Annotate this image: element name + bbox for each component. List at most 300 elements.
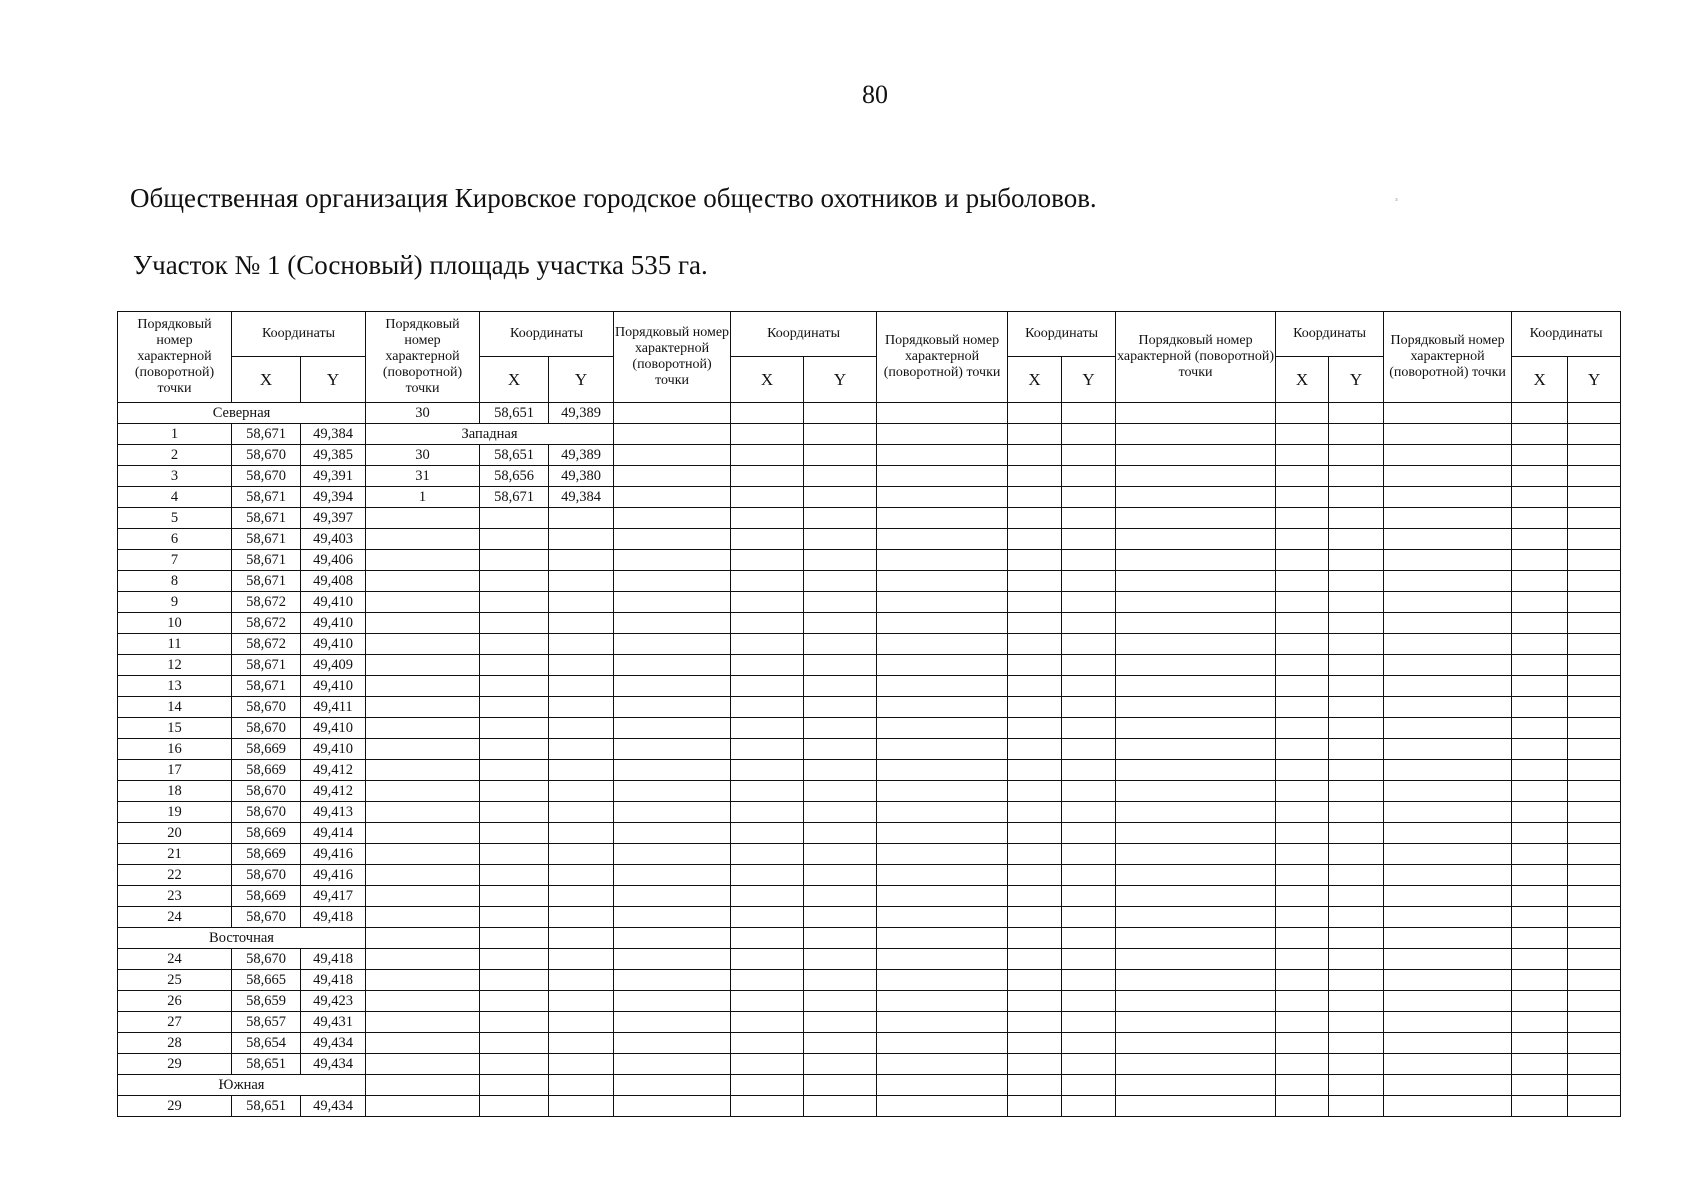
empty-cell <box>1512 823 1568 844</box>
coord-y: 49,413 <box>301 802 366 823</box>
table-row <box>118 1012 1621 1033</box>
empty-cell <box>1512 1012 1568 1033</box>
coord-x: 58,651 <box>232 1054 301 1075</box>
empty-cell <box>1116 550 1276 571</box>
header-coordinates: Координаты <box>232 312 366 357</box>
empty-cell <box>1512 718 1568 739</box>
empty-cell <box>549 907 614 928</box>
empty-cell <box>877 445 1008 466</box>
empty-cell <box>731 613 804 634</box>
coord-y: 49,389 <box>549 445 614 466</box>
empty-cell <box>1276 403 1329 424</box>
empty-cell <box>1116 802 1276 823</box>
empty-cell <box>1329 466 1384 487</box>
empty-cell <box>1568 886 1621 907</box>
point-number: 16 <box>118 739 232 760</box>
empty-cell <box>731 1096 804 1117</box>
coord-y: 49,385 <box>301 445 366 466</box>
empty-cell <box>804 676 877 697</box>
empty-cell <box>1008 886 1062 907</box>
empty-cell <box>877 697 1008 718</box>
empty-cell <box>1568 445 1621 466</box>
coord-y: 49,397 <box>301 508 366 529</box>
empty-cell <box>549 739 614 760</box>
point-number: 10 <box>118 613 232 634</box>
empty-cell <box>1329 1012 1384 1033</box>
empty-cell <box>549 697 614 718</box>
empty-cell <box>1512 676 1568 697</box>
empty-cell <box>614 949 731 970</box>
empty-cell <box>804 487 877 508</box>
empty-cell <box>804 781 877 802</box>
empty-cell <box>1116 403 1276 424</box>
empty-cell <box>1568 1033 1621 1054</box>
header-y: Y <box>549 357 614 403</box>
empty-cell <box>804 571 877 592</box>
empty-cell <box>1512 802 1568 823</box>
empty-cell <box>1329 655 1384 676</box>
empty-cell <box>614 487 731 508</box>
point-number: 6 <box>118 529 232 550</box>
empty-cell <box>1512 403 1568 424</box>
coord-y: 49,434 <box>301 1054 366 1075</box>
empty-cell <box>1008 1075 1062 1096</box>
empty-cell <box>1276 613 1329 634</box>
empty-cell <box>877 634 1008 655</box>
empty-cell <box>1329 550 1384 571</box>
coord-y: 49,417 <box>301 886 366 907</box>
empty-cell <box>877 991 1008 1012</box>
point-number: 19 <box>118 802 232 823</box>
empty-cell <box>366 550 480 571</box>
empty-cell <box>731 571 804 592</box>
coord-x: 58,671 <box>480 487 549 508</box>
empty-cell <box>366 1054 480 1075</box>
empty-cell <box>480 676 549 697</box>
table-row <box>118 991 1621 1012</box>
empty-cell <box>1384 613 1512 634</box>
empty-cell <box>1008 760 1062 781</box>
coord-y: 49,384 <box>301 424 366 445</box>
empty-cell <box>1008 844 1062 865</box>
empty-cell <box>549 844 614 865</box>
coord-x: 58,670 <box>232 445 301 466</box>
header-point-number: Порядковый номер характерной (поворотной) точки <box>1116 312 1276 403</box>
point-number: 25 <box>118 970 232 991</box>
empty-cell <box>1062 865 1116 886</box>
empty-cell <box>1276 970 1329 991</box>
point-number: 26 <box>118 991 232 1012</box>
empty-cell <box>1276 424 1329 445</box>
empty-cell <box>1384 1054 1512 1075</box>
empty-cell <box>1329 886 1384 907</box>
empty-cell <box>1329 760 1384 781</box>
empty-cell <box>1384 592 1512 613</box>
empty-cell <box>549 991 614 1012</box>
empty-cell <box>1276 865 1329 886</box>
empty-cell <box>614 445 731 466</box>
empty-cell <box>731 865 804 886</box>
empty-cell <box>1062 1096 1116 1117</box>
empty-cell <box>366 697 480 718</box>
table-row <box>118 781 1621 802</box>
empty-cell <box>731 529 804 550</box>
empty-cell <box>549 634 614 655</box>
empty-cell <box>1384 802 1512 823</box>
empty-cell <box>731 697 804 718</box>
section-label: Южная <box>118 1075 366 1096</box>
empty-cell <box>366 739 480 760</box>
table-row <box>118 487 1621 508</box>
empty-cell <box>1276 1075 1329 1096</box>
empty-cell <box>877 592 1008 613</box>
empty-cell <box>366 1075 480 1096</box>
empty-cell <box>1512 529 1568 550</box>
empty-cell <box>1329 676 1384 697</box>
table-row <box>118 424 1621 445</box>
empty-cell <box>614 466 731 487</box>
empty-cell <box>1568 802 1621 823</box>
empty-cell <box>614 970 731 991</box>
empty-cell <box>1276 571 1329 592</box>
coord-x: 58,670 <box>232 865 301 886</box>
empty-cell <box>366 928 480 949</box>
empty-cell <box>877 781 1008 802</box>
empty-cell <box>1062 1012 1116 1033</box>
empty-cell <box>480 1054 549 1075</box>
empty-cell <box>1568 760 1621 781</box>
empty-cell <box>877 802 1008 823</box>
empty-cell <box>480 592 549 613</box>
empty-cell <box>804 466 877 487</box>
empty-cell <box>1329 529 1384 550</box>
empty-cell <box>1568 466 1621 487</box>
empty-cell <box>1062 991 1116 1012</box>
empty-cell <box>1384 1075 1512 1096</box>
empty-cell <box>1116 445 1276 466</box>
empty-cell <box>1568 739 1621 760</box>
empty-cell <box>1329 1054 1384 1075</box>
empty-cell <box>804 886 877 907</box>
empty-cell <box>1116 928 1276 949</box>
point-number: 14 <box>118 697 232 718</box>
empty-cell <box>877 823 1008 844</box>
empty-cell <box>804 613 877 634</box>
empty-cell <box>549 571 614 592</box>
empty-cell <box>614 508 731 529</box>
empty-cell <box>480 1033 549 1054</box>
empty-cell <box>1276 823 1329 844</box>
empty-cell <box>804 760 877 781</box>
empty-cell <box>1329 718 1384 739</box>
empty-cell <box>480 823 549 844</box>
coord-x: 58,669 <box>232 823 301 844</box>
empty-cell <box>614 550 731 571</box>
table-row <box>118 907 1621 928</box>
coord-x: 58,671 <box>232 487 301 508</box>
coord-x: 58,670 <box>232 781 301 802</box>
empty-cell <box>1512 781 1568 802</box>
empty-cell <box>1116 592 1276 613</box>
empty-cell <box>1512 907 1568 928</box>
empty-cell <box>480 1075 549 1096</box>
empty-cell <box>1062 634 1116 655</box>
empty-cell <box>1116 991 1276 1012</box>
empty-cell <box>877 550 1008 571</box>
empty-cell <box>366 949 480 970</box>
empty-cell <box>1568 1054 1621 1075</box>
empty-cell <box>1276 802 1329 823</box>
empty-cell <box>1276 1033 1329 1054</box>
empty-cell <box>1116 970 1276 991</box>
empty-cell <box>480 697 549 718</box>
empty-cell <box>804 844 877 865</box>
empty-cell <box>366 634 480 655</box>
header-point-number: Порядковый номер характерной (поворотной) точки <box>366 312 480 403</box>
empty-cell <box>1116 1033 1276 1054</box>
empty-cell <box>549 781 614 802</box>
coord-y: 49,384 <box>549 487 614 508</box>
coord-y: 49,410 <box>301 613 366 634</box>
coord-y: 49,380 <box>549 466 614 487</box>
coord-y: 49,410 <box>301 634 366 655</box>
empty-cell <box>1512 949 1568 970</box>
empty-cell <box>1116 676 1276 697</box>
empty-cell <box>1329 991 1384 1012</box>
empty-cell <box>731 592 804 613</box>
empty-cell <box>1008 445 1062 466</box>
empty-cell <box>1276 991 1329 1012</box>
table-row <box>118 1054 1621 1075</box>
empty-cell <box>731 949 804 970</box>
coord-y: 49,423 <box>301 991 366 1012</box>
empty-cell <box>1568 1075 1621 1096</box>
coord-y: 49,418 <box>301 907 366 928</box>
empty-cell <box>731 1054 804 1075</box>
coord-x: 58,670 <box>232 907 301 928</box>
coord-x: 58,671 <box>232 676 301 697</box>
empty-cell <box>1384 865 1512 886</box>
empty-cell <box>1568 487 1621 508</box>
empty-cell <box>731 487 804 508</box>
empty-cell <box>804 1012 877 1033</box>
empty-cell <box>1384 907 1512 928</box>
coord-y: 49,411 <box>301 697 366 718</box>
empty-cell <box>1384 676 1512 697</box>
empty-cell <box>1384 970 1512 991</box>
empty-cell <box>549 1054 614 1075</box>
coord-y: 49,410 <box>301 739 366 760</box>
empty-cell <box>480 529 549 550</box>
empty-cell <box>1384 1033 1512 1054</box>
empty-cell <box>1276 634 1329 655</box>
section-label: Северная <box>118 403 366 424</box>
coord-x: 58,651 <box>480 403 549 424</box>
empty-cell <box>480 928 549 949</box>
empty-cell <box>1329 739 1384 760</box>
coord-y: 49,410 <box>301 676 366 697</box>
empty-cell <box>1062 403 1116 424</box>
empty-cell <box>366 823 480 844</box>
scan-artifact-mark: ᶟ <box>1395 195 1398 207</box>
empty-cell <box>1062 697 1116 718</box>
empty-cell <box>1568 592 1621 613</box>
empty-cell <box>1512 655 1568 676</box>
empty-cell <box>1276 592 1329 613</box>
empty-cell <box>614 781 731 802</box>
empty-cell <box>549 718 614 739</box>
empty-cell <box>480 1012 549 1033</box>
empty-cell <box>1329 508 1384 529</box>
point-number: 13 <box>118 676 232 697</box>
empty-cell <box>614 1075 731 1096</box>
empty-cell <box>804 718 877 739</box>
empty-cell <box>731 1012 804 1033</box>
empty-cell <box>1384 1012 1512 1033</box>
empty-cell <box>1276 1012 1329 1033</box>
table-row <box>118 1096 1621 1117</box>
point-number: 29 <box>118 1096 232 1117</box>
empty-cell <box>1008 970 1062 991</box>
empty-cell <box>1568 928 1621 949</box>
coord-y: 49,416 <box>301 844 366 865</box>
empty-cell <box>366 781 480 802</box>
empty-cell <box>1568 865 1621 886</box>
empty-cell <box>877 655 1008 676</box>
empty-cell <box>1568 676 1621 697</box>
empty-cell <box>1512 613 1568 634</box>
empty-cell <box>1008 571 1062 592</box>
page-number: 80 <box>862 80 888 109</box>
empty-cell <box>614 886 731 907</box>
coord-y: 49,406 <box>301 550 366 571</box>
empty-cell <box>366 508 480 529</box>
empty-cell <box>1512 928 1568 949</box>
empty-cell <box>804 550 877 571</box>
empty-cell <box>1384 508 1512 529</box>
empty-cell <box>480 550 549 571</box>
table-row <box>118 928 1621 949</box>
empty-cell <box>1329 697 1384 718</box>
empty-cell <box>1008 613 1062 634</box>
empty-cell <box>366 844 480 865</box>
empty-cell <box>549 928 614 949</box>
point-number: 4 <box>118 487 232 508</box>
empty-cell <box>549 865 614 886</box>
empty-cell <box>1568 844 1621 865</box>
empty-cell <box>877 403 1008 424</box>
empty-cell <box>804 991 877 1012</box>
empty-cell <box>1276 928 1329 949</box>
point-number: 24 <box>118 949 232 970</box>
empty-cell <box>1008 1096 1062 1117</box>
table-row <box>118 1075 1621 1096</box>
point-number: 20 <box>118 823 232 844</box>
coord-x: 58,671 <box>232 529 301 550</box>
empty-cell <box>549 760 614 781</box>
empty-cell <box>877 739 1008 760</box>
empty-cell <box>1384 928 1512 949</box>
coord-y: 49,389 <box>549 403 614 424</box>
empty-cell <box>804 445 877 466</box>
header-coordinates: Координаты <box>1008 312 1116 357</box>
empty-cell <box>1116 508 1276 529</box>
empty-cell <box>731 424 804 445</box>
empty-cell <box>1062 823 1116 844</box>
empty-cell <box>731 739 804 760</box>
empty-cell <box>1384 550 1512 571</box>
empty-cell <box>804 949 877 970</box>
empty-cell <box>1008 1033 1062 1054</box>
empty-cell <box>614 907 731 928</box>
empty-cell <box>549 886 614 907</box>
point-number: 31 <box>366 466 480 487</box>
empty-cell <box>1116 781 1276 802</box>
empty-cell <box>731 634 804 655</box>
empty-cell <box>1116 949 1276 970</box>
empty-cell <box>731 802 804 823</box>
point-number: 24 <box>118 907 232 928</box>
empty-cell <box>1008 634 1062 655</box>
table-row <box>118 823 1621 844</box>
empty-cell <box>1329 1075 1384 1096</box>
empty-cell <box>1062 1054 1116 1075</box>
empty-cell <box>877 928 1008 949</box>
empty-cell <box>1512 571 1568 592</box>
table-row <box>118 634 1621 655</box>
coord-y: 49,416 <box>301 865 366 886</box>
header-y: Y <box>1062 357 1116 403</box>
empty-cell <box>877 1033 1008 1054</box>
table-row <box>118 949 1621 970</box>
empty-cell <box>1568 529 1621 550</box>
empty-cell <box>1062 655 1116 676</box>
empty-cell <box>1062 928 1116 949</box>
empty-cell <box>1512 970 1568 991</box>
empty-cell <box>1512 508 1568 529</box>
empty-cell <box>731 1033 804 1054</box>
empty-cell <box>1116 718 1276 739</box>
point-number: 30 <box>366 403 480 424</box>
empty-cell <box>1329 844 1384 865</box>
empty-cell <box>549 949 614 970</box>
empty-cell <box>366 571 480 592</box>
table-row <box>118 529 1621 550</box>
empty-cell <box>614 928 731 949</box>
empty-cell <box>731 886 804 907</box>
point-number: 5 <box>118 508 232 529</box>
header-y: Y <box>301 357 366 403</box>
empty-cell <box>1116 655 1276 676</box>
empty-cell <box>1116 739 1276 760</box>
point-number: 2 <box>118 445 232 466</box>
empty-cell <box>1329 928 1384 949</box>
empty-cell <box>877 1012 1008 1033</box>
empty-cell <box>1116 907 1276 928</box>
empty-cell <box>1384 949 1512 970</box>
empty-cell <box>1062 949 1116 970</box>
empty-cell <box>731 445 804 466</box>
empty-cell <box>877 907 1008 928</box>
empty-cell <box>549 508 614 529</box>
point-number: 30 <box>366 445 480 466</box>
table-row <box>118 466 1621 487</box>
empty-cell <box>1062 1075 1116 1096</box>
empty-cell <box>804 865 877 886</box>
empty-cell <box>1568 613 1621 634</box>
point-number: 1 <box>366 487 480 508</box>
empty-cell <box>366 760 480 781</box>
